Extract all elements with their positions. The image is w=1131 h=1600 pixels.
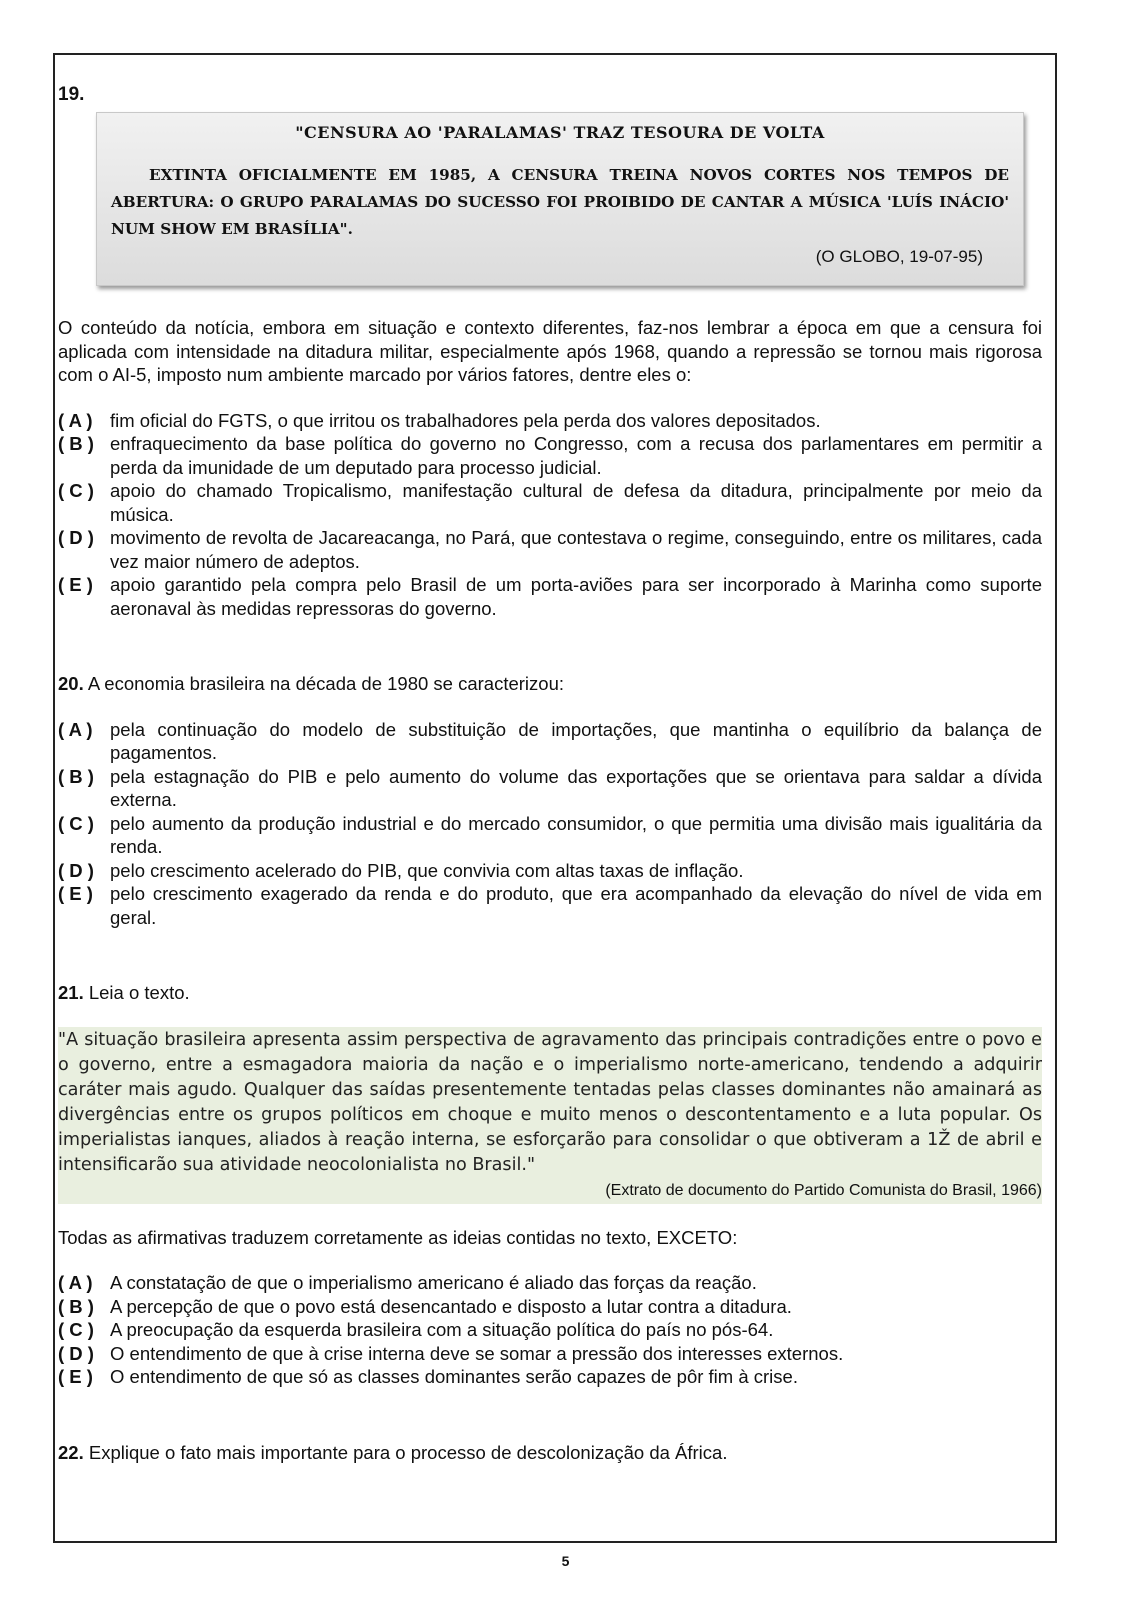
quoted-text-box	[58, 1027, 1042, 1204]
quoted-text: "A situação brasileira apresenta assim perspectiva de agravamento das principais contradições entre o povo e o governo, entre a esmagadora maioria da nação e o imperialismo norte-americano, tendendo a adquirir caráter mais agudo. Qualquer das saídas presentemente tentadas pelas classes dominantes não amainará as divergências entre os grupos políticos em choque e muito menos o descontentamento e a luta popular. Os imperialistas ianques, aliados à reação interna, se esforçarão para consolidar o que obtiveram a 1Ž de abril e intensificarão sua atividade neocolonialista no Brasil."	[58, 1029, 1042, 1175]
option-letter: ( B )	[58, 765, 94, 787]
question-22-heading	[58, 1441, 1042, 1465]
option-e	[58, 1365, 1042, 1389]
option-d	[58, 526, 1042, 573]
option-letter: ( E )	[58, 1366, 93, 1387]
option-letter: ( B )	[58, 433, 94, 454]
option-letter: ( E )	[58, 883, 93, 904]
option-c	[58, 479, 1042, 526]
question-20-options	[58, 718, 1042, 930]
option-letter: ( C )	[58, 480, 94, 501]
option-text: pelo crescimento acelerado do PIB, que convivia com altas taxas de inflação.	[110, 859, 744, 881]
option-text: O entendimento de que à crise interna deve se somar a pressão dos interesses externos.	[110, 1342, 844, 1364]
option-text: pela estagnação do PIB e pelo aumento do volume das exportações que se orientava para saldar a dívida externa.	[110, 765, 1042, 810]
question-19-number: 19.	[58, 84, 85, 105]
question-21-options	[58, 1271, 1042, 1389]
option-text: pelo crescimento exagerado da renda e do produto, que era acompanhado da elevação do nível de vida em geral.	[110, 883, 1042, 928]
option-letter: ( D )	[58, 527, 94, 548]
option-text: apoio do chamado Tropicalismo, manifestação cultural de defesa da ditadura, principalmente por meio da música.	[110, 480, 1042, 525]
option-letter: ( A )	[58, 718, 93, 740]
quote-source: (Extrato de documento do Partido Comunista do Brasil, 1966)	[605, 1181, 1042, 1199]
question-19-stem: O conteúdo da notícia, embora em situação e contexto diferentes, faz-nos lembrar a época em que a censura foi aplicada com intensidade na ditadura militar, especialmente após 1968, quando a repressão se tornou mais rigorosa com o AI-5, imposto num ambiente marcado por vários fatores, dentre eles o:	[58, 317, 1042, 385]
option-d	[58, 859, 1042, 883]
option-text: A preocupação da esquerda brasileira com a situação política do país no pós-64.	[110, 1319, 774, 1340]
option-text: fim oficial do FGTS, o que irritou os trabalhadores pela perda dos valores depositados.	[110, 409, 821, 431]
question-22-stem: Explique o fato mais importante para o processo de descolonização da África.	[88, 1441, 728, 1463]
option-e	[58, 573, 1042, 620]
news-clipping-box	[96, 112, 1024, 286]
option-b	[58, 765, 1042, 812]
option-a	[58, 1271, 1042, 1295]
option-letter: ( A )	[58, 409, 93, 431]
question-21-heading	[58, 981, 1042, 1005]
option-letter: ( A )	[58, 1272, 93, 1293]
question-22-number: 22.	[58, 1441, 84, 1463]
option-letter: ( D )	[58, 1342, 94, 1364]
option-d	[58, 1342, 1042, 1366]
news-body: EXTINTA OFICIALMENTE EM 1985, A CENSURA TREINA NOVOS CORTES NOS TEMPOS DE ABERTURA: O GRUPO PARALAMAS DO SUCESSO FOI PROIBIDO DE CANTAR A MÚSICA 'LUÍS INÁCIO' NUM SHOW EM BRASÍLIA".	[111, 166, 1009, 238]
option-c	[58, 812, 1042, 859]
option-letter: ( C )	[58, 812, 94, 834]
option-a	[58, 409, 1042, 433]
question-20-stem: A economia brasileira na década de 1980 se caracterizou:	[87, 673, 565, 694]
option-text: pelo aumento da produção industrial e do mercado consumidor, o que permitia uma divisão mais igualitária da renda.	[110, 812, 1042, 857]
option-b	[58, 1295, 1042, 1319]
page-number: 5	[561, 1553, 570, 1569]
question-21-question: Todas as afirmativas traduzem corretamente as ideias contidas no texto, EXCETO:	[58, 1226, 738, 1248]
question-21-number: 21.	[58, 982, 84, 1003]
question-21-stem: Leia o texto.	[88, 982, 190, 1003]
option-b	[58, 432, 1042, 479]
option-text: enfraquecimento da base política do governo no Congresso, com a recusa dos parlamentares em permitir a perda da imunidade de um deputado para processo judicial.	[110, 433, 1042, 478]
page-content	[58, 84, 1042, 1464]
news-title: "CENSURA AO 'PARALAMAS' TRAZ TESOURA DE VOLTA	[295, 123, 825, 142]
option-e	[58, 882, 1042, 929]
question-20-heading	[58, 672, 1042, 696]
question-19-options	[58, 409, 1042, 621]
option-a	[58, 718, 1042, 765]
option-letter: ( E )	[58, 574, 93, 595]
option-letter: ( C )	[58, 1319, 94, 1340]
option-c	[58, 1318, 1042, 1342]
option-letter: ( D )	[58, 859, 94, 881]
option-text: A percepção de que o povo está desencantado e disposto a lutar contra a ditadura.	[110, 1295, 792, 1317]
option-text: apoio garantido pela compra pelo Brasil de um porta-aviões para ser incorporado à Marinha como suporte aeronaval às medidas repressoras do governo.	[110, 574, 1042, 619]
question-20-number: 20.	[58, 673, 84, 694]
option-letter: ( B )	[58, 1295, 94, 1317]
option-text: O entendimento de que só as classes dominantes serão capazes de pôr fim à crise.	[110, 1366, 798, 1387]
option-text: pela continuação do modelo de substituição de importações, que mantinha o equilíbrio da balança de pagamentos.	[110, 718, 1042, 763]
news-source: (O GLOBO, 19-07-95)	[815, 247, 983, 266]
option-text: A constatação de que o imperialismo americano é aliado das forças da reação.	[110, 1272, 757, 1293]
option-text: movimento de revolta de Jacareacanga, no Pará, que contestava o regime, conseguindo, entre os militares, cada vez maior número de adeptos.	[110, 527, 1042, 572]
